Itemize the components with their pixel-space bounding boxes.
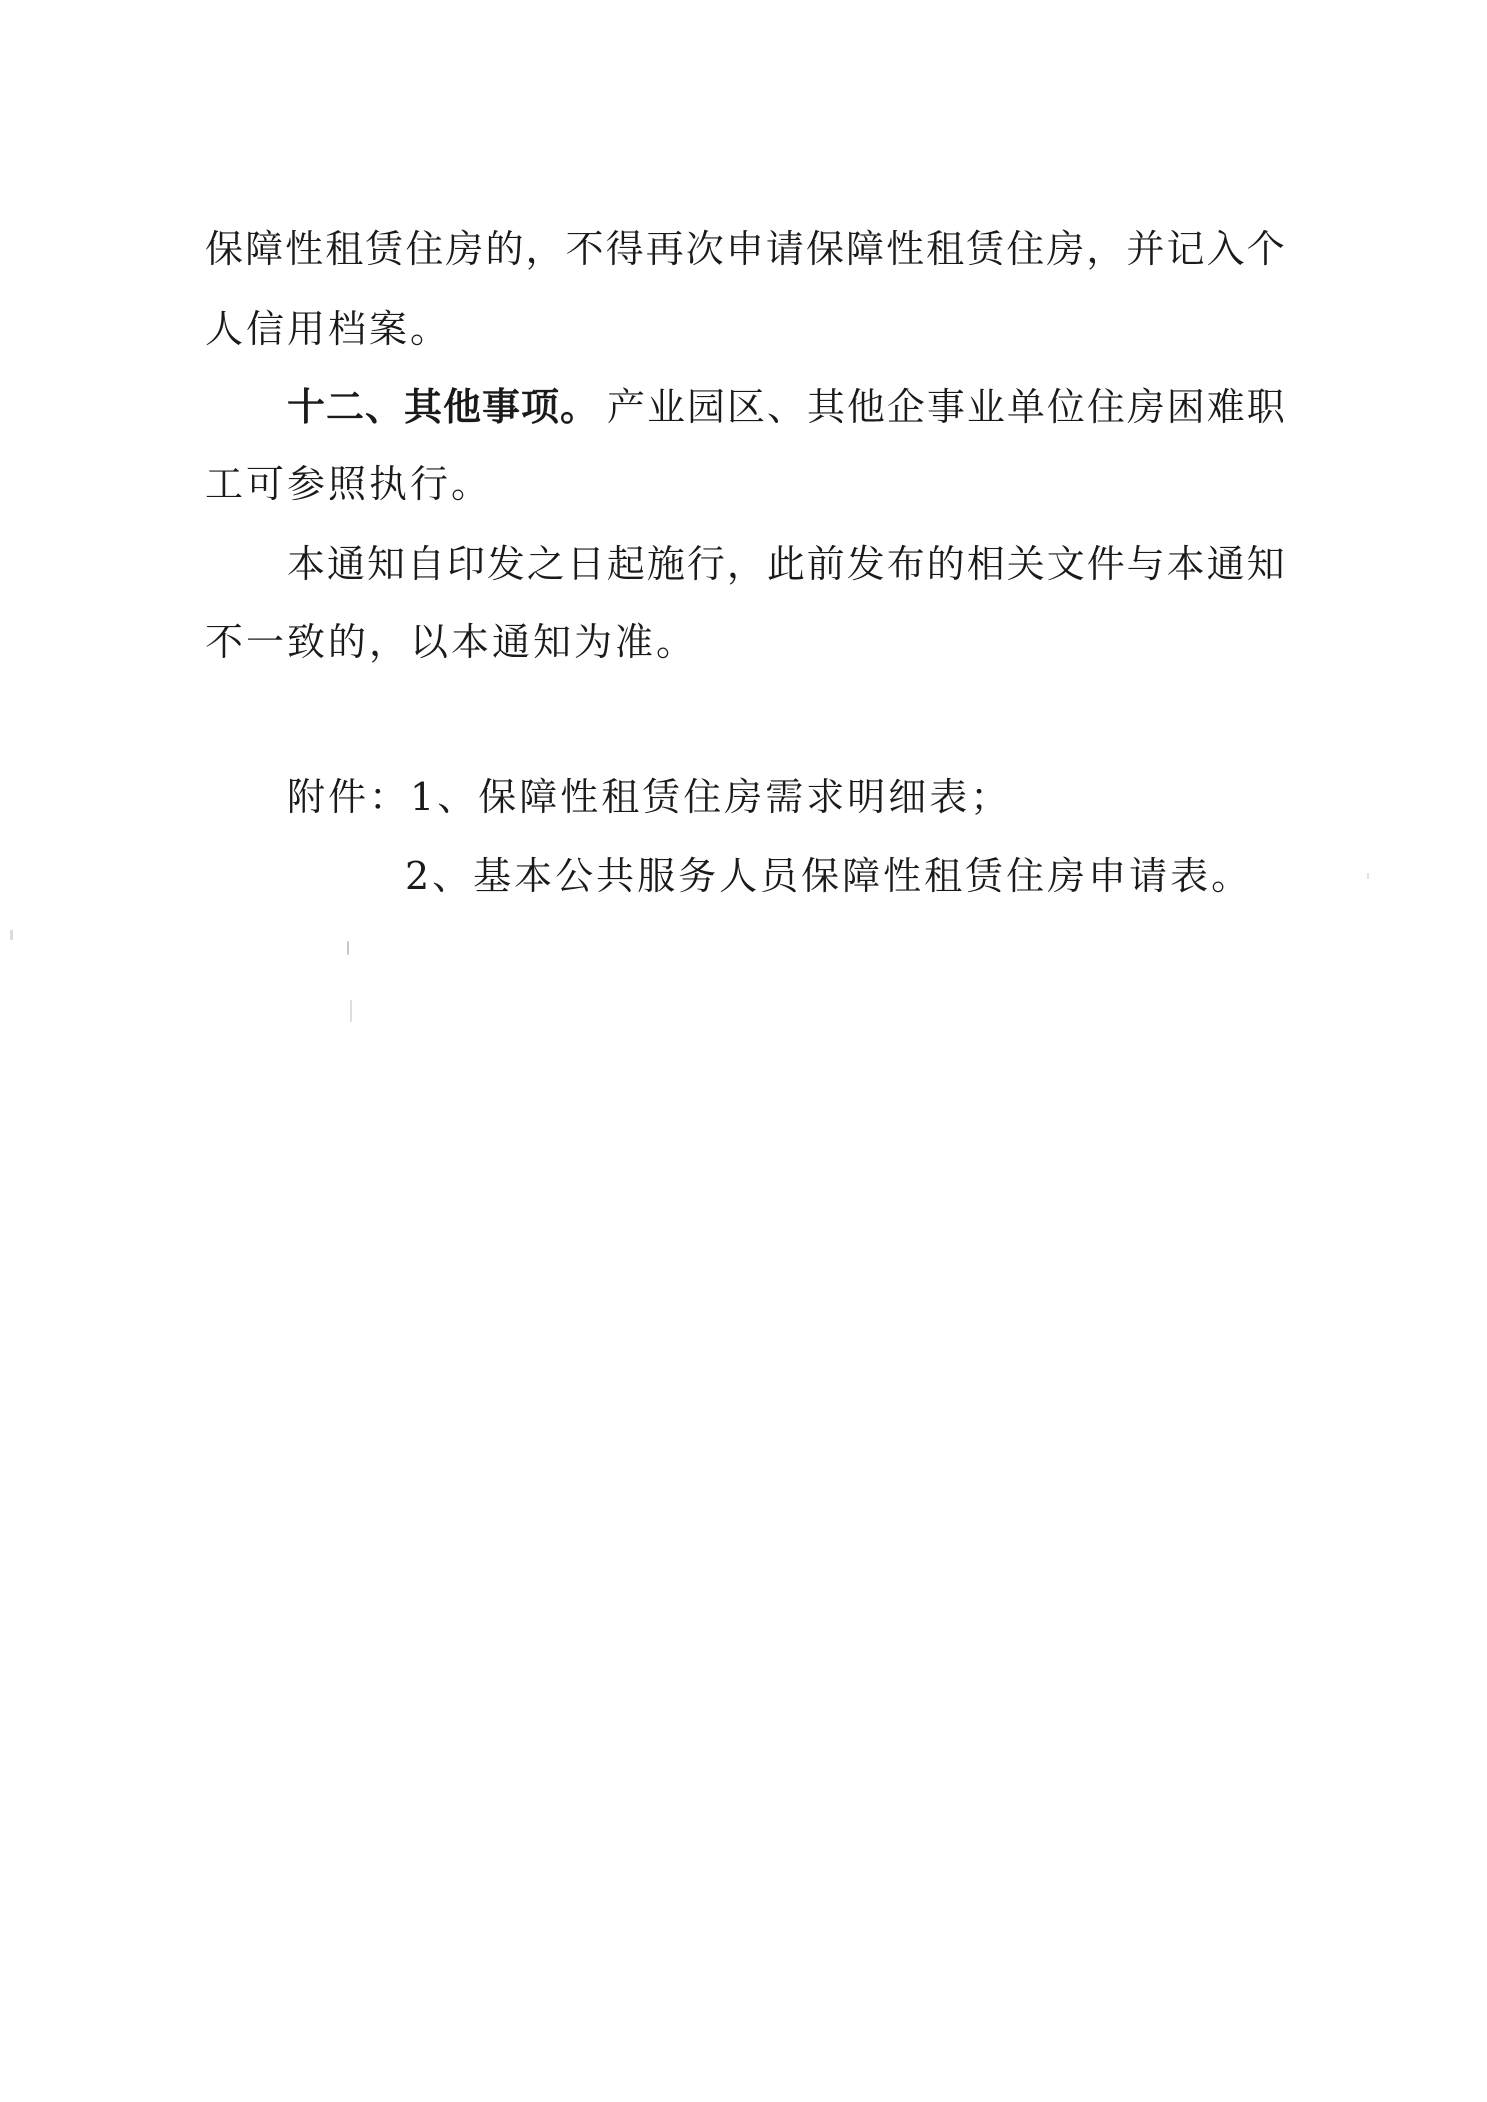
paragraph-line: 人信用档案。 [205, 307, 452, 351]
attachment-item-2: 2、基本公共服务人员保障性租赁住房申请表。 [405, 854, 1253, 898]
paragraph-line: 本 通 知 自 印 发 之 日 起 施 行 ， 此 前 发 布 的 相 关 文 件 与 本 通 知 [287, 542, 1285, 586]
attachments-label: 附件： [287, 775, 411, 819]
attachments-line-1 [287, 773, 1011, 821]
scan-speck [347, 941, 349, 955]
section-heading: 十二、其他事项。 [287, 384, 600, 429]
attachment-item-1: 1、保障性租赁住房需求明细表； [410, 775, 1012, 819]
scan-speck [350, 1000, 352, 1022]
paragraph-text: 产 业 园 区 、 其 他 企 事 业 单 位 住 房 困 难 职 [607, 385, 1285, 429]
scan-speck [10, 930, 13, 940]
paragraph-line: 不一致的，以本通知为准。 [205, 620, 698, 664]
paragraph-line: 保 障 性 租 赁 住 房 的 ， 不 得 再 次 申 请 保 障 性 租 赁 住 房 ， 并 记 入 个 [205, 227, 1285, 271]
scan-speck [1367, 873, 1369, 879]
section-paragraph [287, 383, 1285, 431]
paragraph-line: 工可参照执行。 [205, 462, 493, 506]
